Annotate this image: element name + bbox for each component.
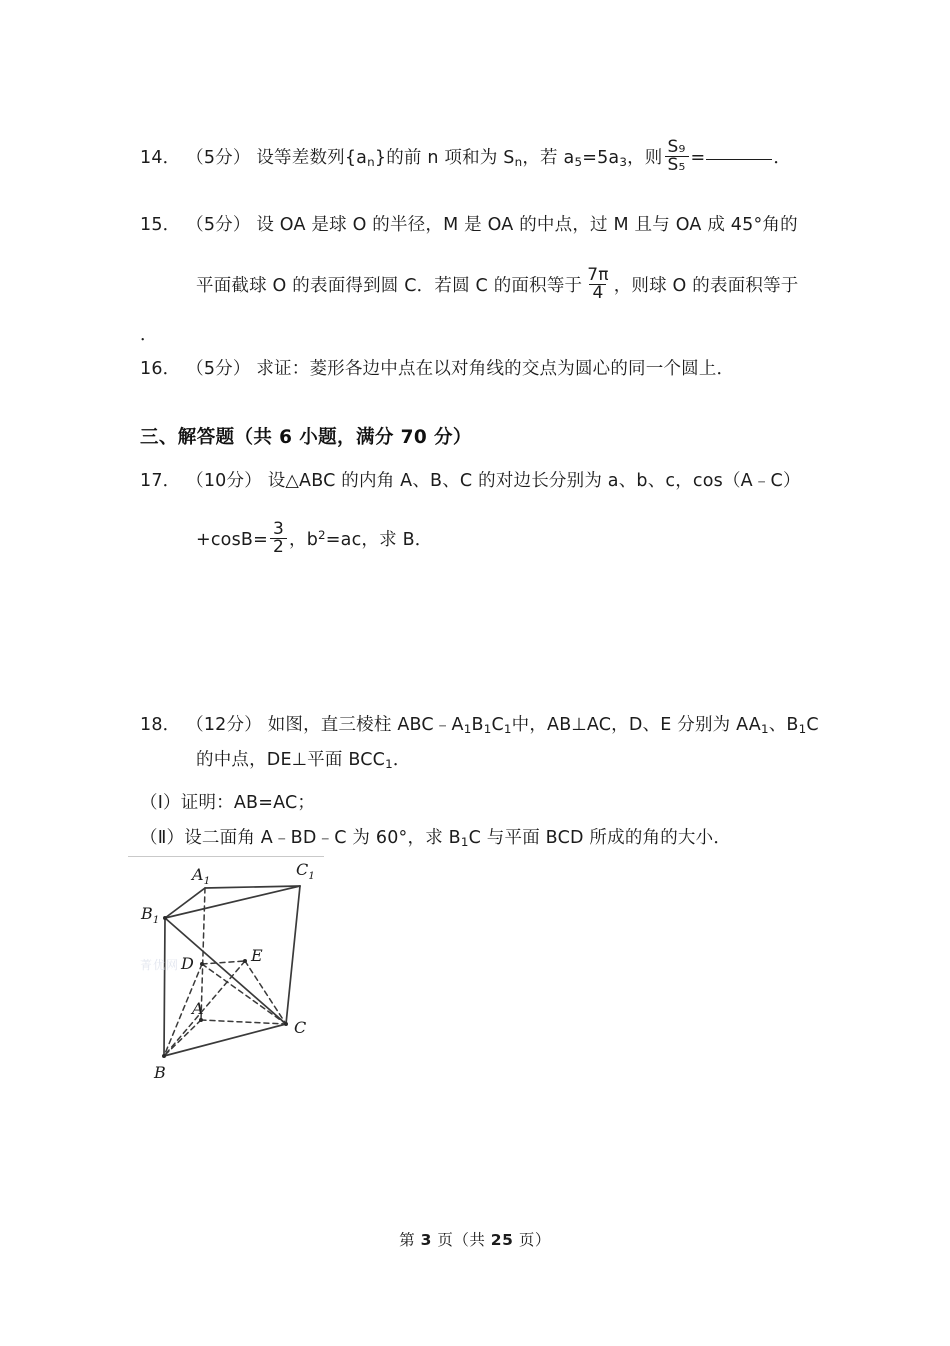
question-14-text-b: 的前 n 项和为 S bbox=[386, 147, 515, 168]
label-b: B bbox=[154, 1063, 166, 1082]
footer-middle: 页（共 bbox=[437, 1231, 486, 1249]
question-18-part-2 bbox=[140, 825, 731, 852]
question-14-fraction-numerator: S₉ bbox=[667, 137, 686, 157]
question-17-fraction bbox=[270, 521, 287, 557]
question-17-text-c: =ac，求 B． bbox=[325, 529, 433, 550]
question-18-part2-text-b: C 与平面 BCD 所成的角的大小． bbox=[468, 828, 732, 848]
question-18-text-d: 中，AB⊥AC，D、E 分别为 AA bbox=[511, 715, 761, 735]
question-14-fraction bbox=[665, 139, 689, 175]
question-16 bbox=[140, 356, 734, 383]
question-15-points: （5分） bbox=[186, 215, 251, 235]
question-18-text-c: C bbox=[491, 715, 504, 735]
question-14-number: 14． bbox=[140, 147, 181, 168]
question-18-text-f: C bbox=[806, 715, 819, 735]
vertex-dot-a bbox=[199, 1018, 203, 1022]
label-c: C bbox=[294, 1018, 307, 1037]
footer-prefix: 第 bbox=[399, 1231, 416, 1249]
label-a1: $A_1$ bbox=[192, 865, 211, 887]
page-footer bbox=[0, 1228, 950, 1250]
question-14 bbox=[140, 137, 792, 176]
question-18-sub-3: 1 bbox=[503, 722, 512, 737]
vertex-dot-d bbox=[200, 962, 204, 966]
question-18-number: 18． bbox=[140, 715, 181, 735]
question-15-text-line1: 设 OA 是球 O 的半径，M 是 OA 的中点，过 M 且与 OA 成 45°角的 bbox=[256, 215, 798, 235]
question-18-text-line2-b: ． bbox=[392, 750, 411, 770]
footer-page-number: 3 bbox=[420, 1231, 432, 1249]
question-14-seq-close: } bbox=[374, 147, 387, 168]
question-15-fraction bbox=[584, 267, 611, 303]
question-15-line-1 bbox=[140, 212, 798, 239]
question-15-line-2 bbox=[196, 265, 799, 304]
prism-figure bbox=[128, 856, 358, 1086]
question-14-fraction-denominator: S₅ bbox=[665, 156, 689, 174]
edge-b1-b bbox=[164, 918, 165, 1056]
question-17-fraction-denominator: 2 bbox=[270, 538, 287, 556]
question-18-sub-1: 1 bbox=[463, 722, 472, 737]
question-17-text-line1: 设△ABC 的内角 A、B、C 的对边长分别为 a、b、c，cos（A﹣C） bbox=[267, 471, 801, 491]
question-18-text-b: B bbox=[471, 715, 484, 735]
question-14-a3-sub: 3 bbox=[619, 155, 628, 170]
edge-d-e-dashed bbox=[202, 961, 245, 964]
label-d: D bbox=[181, 954, 194, 973]
question-17-line-2 bbox=[196, 519, 433, 558]
question-18-line-2 bbox=[196, 747, 411, 774]
question-14-text-a: 设等差数列 bbox=[256, 147, 345, 168]
edge-a1-c1 bbox=[205, 886, 300, 888]
question-15-text-a: 平面截球 O 的表面得到圆 C．若圆 C 的面积等于 bbox=[196, 275, 583, 296]
vertex-dot-c bbox=[284, 1022, 288, 1026]
figure-watermark: 菁优网 bbox=[140, 958, 180, 972]
question-18-sub-4: 1 bbox=[760, 722, 769, 737]
footer-suffix: 页） bbox=[518, 1231, 551, 1249]
question-15-line-3 bbox=[140, 322, 158, 349]
question-18-sub-2: 1 bbox=[483, 722, 492, 737]
question-18-text-line2-a: 的中点，DE⊥平面 BCC bbox=[196, 750, 386, 770]
question-14-equals: = bbox=[690, 147, 706, 168]
question-16-points: （5分） bbox=[186, 359, 251, 379]
question-17-number: 17． bbox=[140, 471, 181, 491]
question-17-line-1 bbox=[140, 468, 801, 495]
label-e: E bbox=[251, 946, 263, 965]
question-14-tail: ． bbox=[773, 147, 792, 168]
question-17-fraction-numerator: 3 bbox=[272, 519, 285, 539]
question-17-b-squared: 2 bbox=[318, 528, 326, 543]
question-14-sn-sub: n bbox=[514, 155, 523, 170]
question-14-a5-sub: 5 bbox=[574, 155, 583, 170]
question-18-points: （12分） bbox=[186, 715, 262, 735]
question-14-text-e: ，则 bbox=[627, 147, 663, 168]
edge-b-c bbox=[164, 1024, 286, 1056]
vertex-dot-e bbox=[243, 959, 247, 963]
question-18-part-1: （Ⅰ）证明：AB=AC； bbox=[140, 793, 316, 813]
question-16-number: 16． bbox=[140, 359, 181, 379]
question-18-part2-text-a: （Ⅱ）设二面角 A﹣BD﹣C 为 60°，求 B bbox=[140, 828, 461, 848]
question-15-text-b: ，则球 O 的表面积等于 bbox=[613, 275, 799, 296]
label-c1: $C_1$ bbox=[296, 860, 315, 882]
vertex-dot-b bbox=[162, 1054, 166, 1058]
question-17-points: （10分） bbox=[186, 471, 262, 491]
question-15-trailing-period: ． bbox=[140, 325, 158, 345]
section-heading-solutions: 三、解答题（共 6 小题，满分 70 分） bbox=[140, 427, 472, 448]
edge-d-c-dashed bbox=[202, 964, 286, 1024]
question-18-sub-6: 1 bbox=[385, 757, 393, 772]
question-14-text-d: =5a bbox=[582, 147, 620, 168]
question-18-sub-7: 1 bbox=[460, 835, 469, 850]
question-18-text-a: 如图，直三棱柱 ABC﹣A bbox=[267, 715, 464, 735]
edge-c1-c bbox=[286, 886, 300, 1024]
question-18-line-1 bbox=[140, 712, 819, 739]
figure-top-rule bbox=[128, 856, 324, 857]
question-17-text-b: ，b bbox=[289, 529, 319, 550]
question-16-text: 求证：菱形各边中点在以对角线的交点为圆心的同一个圆上． bbox=[256, 359, 735, 379]
edge-a-c-dashed bbox=[201, 1020, 286, 1024]
question-14-text-c: ，若 a bbox=[522, 147, 575, 168]
label-b1: $B_1$ bbox=[141, 904, 160, 926]
question-14-points: （5分） bbox=[186, 147, 251, 168]
question-17-text-a: +cosB= bbox=[196, 529, 268, 550]
question-14-seq-open: {a bbox=[344, 147, 368, 168]
question-18-sub-5: 1 bbox=[798, 722, 807, 737]
question-15-fraction-numerator: 7π bbox=[587, 265, 609, 285]
label-a: A bbox=[192, 999, 204, 1018]
question-15-number: 15． bbox=[140, 215, 181, 235]
question-15-fraction-denominator: 4 bbox=[589, 284, 606, 302]
vertex-dot-b1 bbox=[163, 916, 167, 920]
question-14-answer-blank[interactable] bbox=[706, 159, 772, 160]
question-14-seq-sub: n bbox=[367, 155, 375, 170]
footer-total-pages: 25 bbox=[490, 1231, 514, 1249]
edge-e-b-dashed bbox=[164, 961, 245, 1056]
question-18-text-e: 、B bbox=[768, 715, 799, 735]
